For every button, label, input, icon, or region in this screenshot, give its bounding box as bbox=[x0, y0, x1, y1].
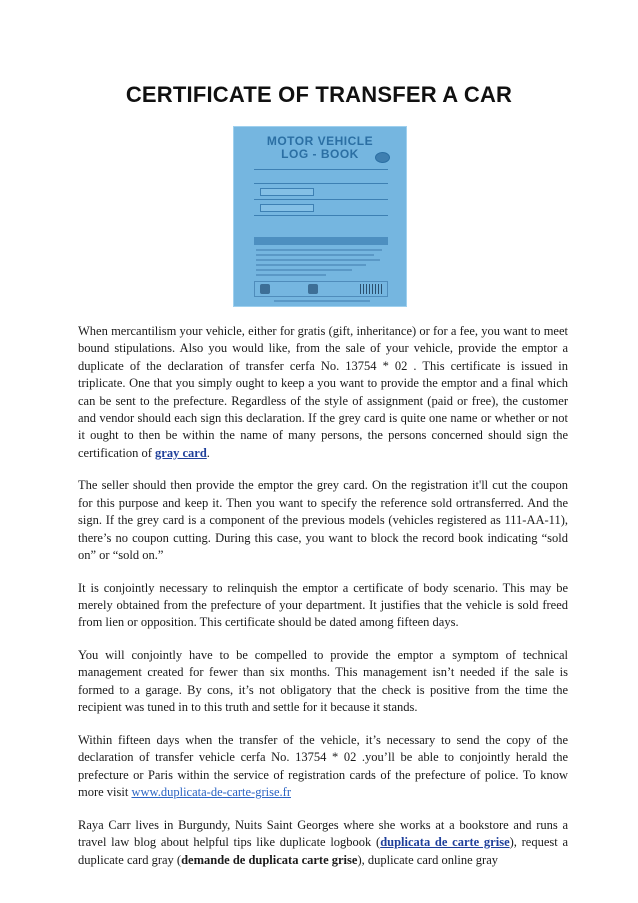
paragraph-1-text: When mercantilism your vehicle, either for gratis (gift, inheritance) or for a fee, you want to meet bound stipulations. Also you would like, from the sale of your vehicle, provide the emptor a duplicate of the declaration of transfer cerfa No. 13754 * 02 . This certificate is issued in triplicate. One that you simply ought to keep a you want to provide the emptor and a final which can be sent to the prefecture. Regardless of the style of assignment (paid or free), the customer and vendor should each sign this declaration. If the grey card is quite one name or whether or not it ought to then be within the name of many persons, the persons concerned should sign the certification of bbox=[78, 324, 568, 460]
paragraph-3: It is conjointly necessary to relinquish the emptor a certificate of body scenario. This may be merely obtained from the prefecture of your department. It justifies that the vehicle is sold freed from lien or opposition. This certificate should be dated among fifteen days. bbox=[78, 580, 568, 630]
paragraph-6 bbox=[78, 817, 568, 869]
paragraph-5-text: Within fifteen days when the transfer of the vehicle, it’s necessary to send the copy of the declaration of transfer vehicle cerfa No. 13754 * 02 .you’ll be able to conjointly herald the prefecture or Paris within the service of registration cards of the prefecture of police. To know more visit bbox=[78, 732, 568, 800]
form-field-box bbox=[260, 204, 314, 212]
logbook-heading-line1: MOTOR VEHICLE bbox=[266, 134, 374, 148]
website-link[interactable]: www.duplicata-de-carte-grise.fr bbox=[131, 785, 291, 800]
text-line bbox=[274, 300, 370, 302]
paragraph-4: You will conjointly have to be compelled to provide the emptor a symptom of technical management created for fewer than six months. This management isn’t needed if the sale is formed to a garage. By cons, it’s not obligatory that the check is positive from the time the recipient was tuned in to this truth and settle for it because it stands. bbox=[78, 648, 568, 715]
bold-keyword: demande de duplicata carte grise bbox=[181, 852, 358, 867]
text-line bbox=[256, 249, 382, 251]
divider bbox=[254, 199, 388, 200]
logo-icon bbox=[308, 284, 318, 294]
logbook-heading-line2: LOG - BOOK bbox=[281, 147, 359, 161]
text-line bbox=[256, 254, 374, 256]
barcode-icon bbox=[360, 284, 384, 294]
form-field-box bbox=[260, 188, 314, 196]
badge-icon bbox=[375, 152, 390, 163]
duplicata-link[interactable]: duplicata de carte grise bbox=[380, 835, 510, 850]
divider bbox=[254, 169, 388, 170]
text-line bbox=[256, 274, 326, 276]
paragraph-1-end: . bbox=[206, 445, 210, 460]
paragraph-6-text: ), duplicate card online gray bbox=[357, 852, 499, 867]
paragraph-5 bbox=[78, 732, 568, 802]
logo-icon bbox=[260, 284, 270, 294]
text-line bbox=[256, 269, 352, 271]
paragraph-1 bbox=[78, 323, 568, 462]
divider bbox=[254, 215, 388, 216]
section-bar bbox=[254, 237, 388, 245]
divider bbox=[254, 183, 388, 184]
paragraph-2: The seller should then provide the emptor the grey card. On the registration it'll cut the coupon for this purpose and keep it. Then you want to specify the reference sold ortransferred. And the sign. If the grey card is a component of the previous models (vehicles registered as 111-AA-11), there’s no coupon cutting. During this case, you want to block the record book indicating “sold on” or “sold on.” bbox=[78, 478, 568, 563]
article-body bbox=[78, 323, 568, 869]
text-line bbox=[256, 264, 366, 266]
text-line bbox=[256, 259, 380, 261]
gray-card-link[interactable]: gray card bbox=[155, 445, 207, 460]
page-title: CERTIFICATE OF TRANSFER A CAR bbox=[125, 82, 513, 107]
paragraph-6-text: ), request a duplicate card gray ( bbox=[78, 835, 569, 867]
logbook-image bbox=[233, 126, 407, 307]
paragraph-6-text: Raya Carr lives in Burgundy, Nuits Saint Georges where she works at a bookstore and runs a travel law blog about helpful tips like duplicate logbook ( bbox=[78, 817, 568, 850]
